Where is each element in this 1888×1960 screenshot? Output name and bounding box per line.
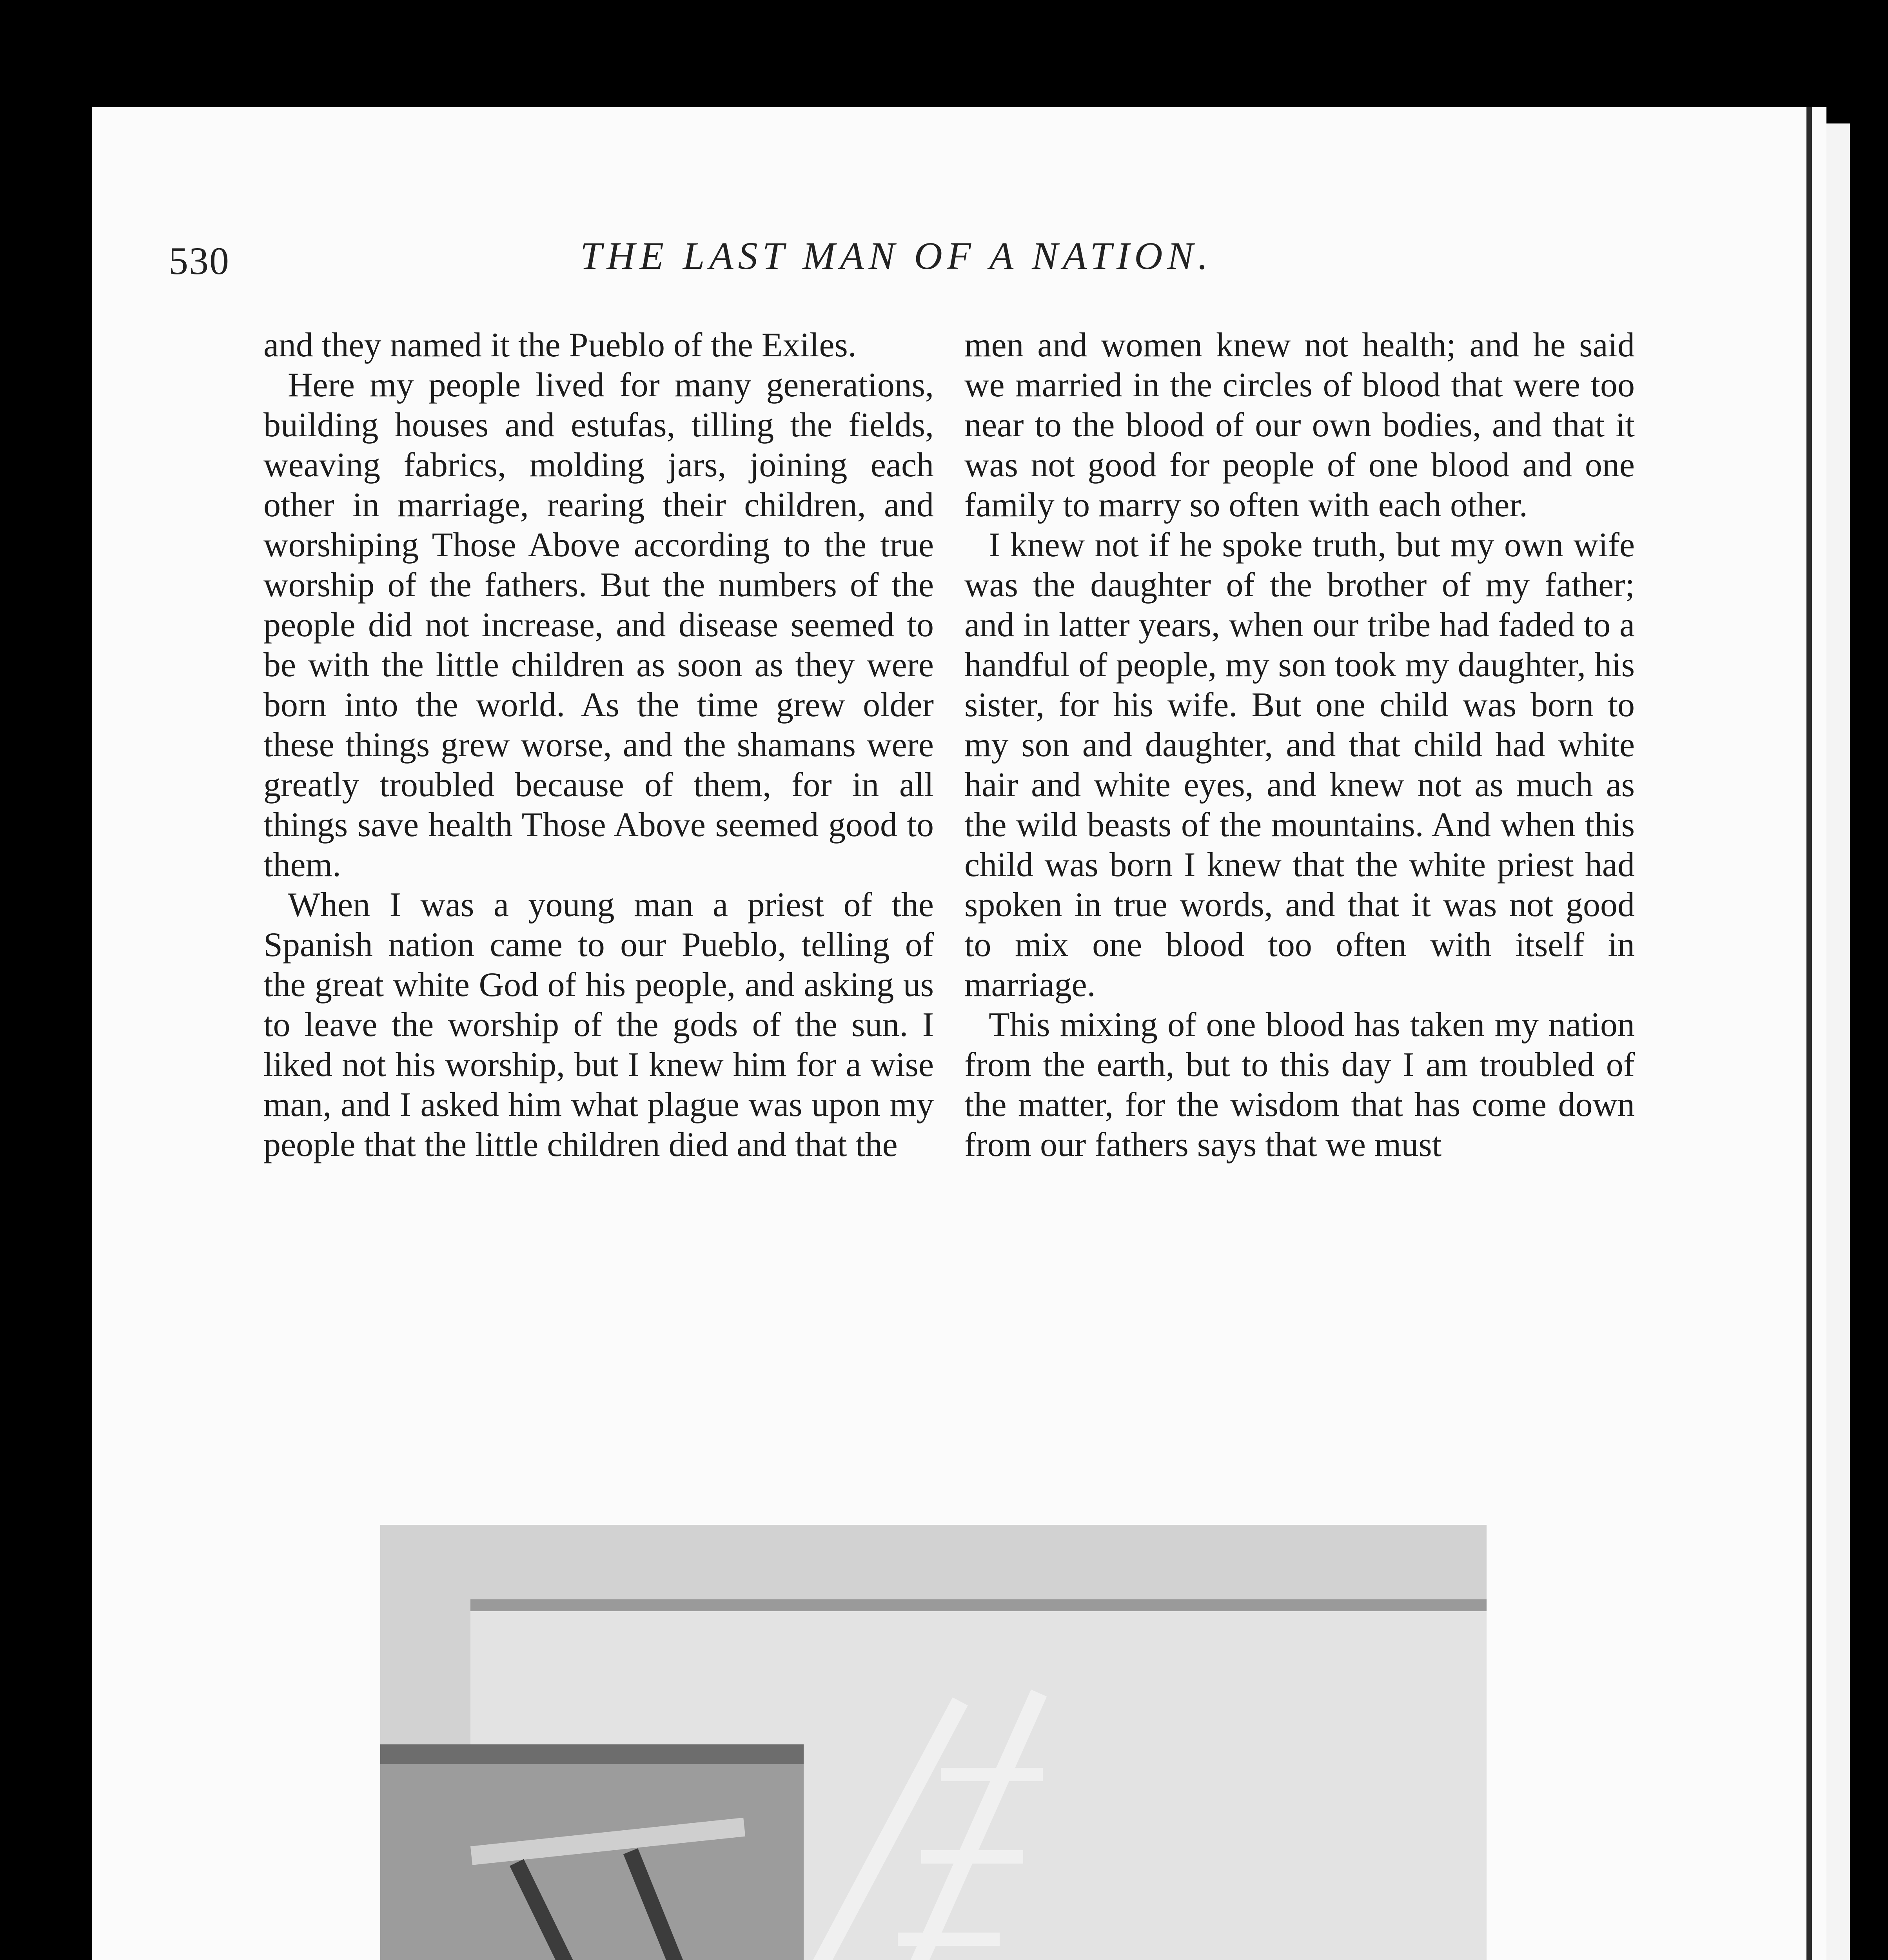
left-text-column xyxy=(263,325,934,1165)
paragraph: Here my people lived for many generations, building houses and estufas, tilling the fields, weaving fabrics, molding jars, joining each other in marriage, rearing their children, and worshiping Those Above according to the true worship of the fathers. But the numbers of the people did not increase, and disease seemed to be with the little children as soon as they were born into the world. As the time grew older these things grew worse, and the shamans were greatly troubled because of them, for in all things save health Those Above seemed good to them. xyxy=(263,366,934,884)
paragraph: I knew not if he spoke truth, but my own wife was the daughter of the brother of my father; and in latter years, when our tribe had faded to a handful of people, my son took my daughter, his sister, for his wife. But one child was born to my son and daughter, and that child had white hair and white eyes, and knew not as much as the wild beasts of the mountains. And when this child was born I knew that the white priest had spoken in true words, and that it was not good to mix one blood too often with itself in marriage. xyxy=(964,526,1635,1004)
next-page-edge xyxy=(1826,123,1850,1960)
pueblo-family-photo xyxy=(380,1525,1487,1960)
running-head: THE LAST MAN OF A NATION. xyxy=(580,234,1213,278)
paragraph: men and women knew not health; and he said we married in the circles of blood that were too near to the blood of our own bodies, and that it was not good for people of one blood and one family to marry so often with each other. xyxy=(964,326,1635,524)
right-text-column xyxy=(964,325,1635,1165)
paragraph: This mixing of one blood has taken my nation from the earth, but to this day I am troubled of the matter, for the wisdom that has come down from our fathers says that we must xyxy=(964,1006,1635,1164)
page-number: 530 xyxy=(169,239,230,283)
paragraph: and they named it the Pueblo of the Exiles. xyxy=(263,326,857,364)
paragraph: When I was a young man a priest of the Spanish nation came to our Pueblo, telling of the great white God of his people, and asking us to leave the worship of the gods of the sun. I liked not his worship, but I knew him for a wise man, and I asked him what plague was upon my people that the little children died and that the xyxy=(263,886,934,1164)
page-gutter xyxy=(1806,107,1812,1960)
